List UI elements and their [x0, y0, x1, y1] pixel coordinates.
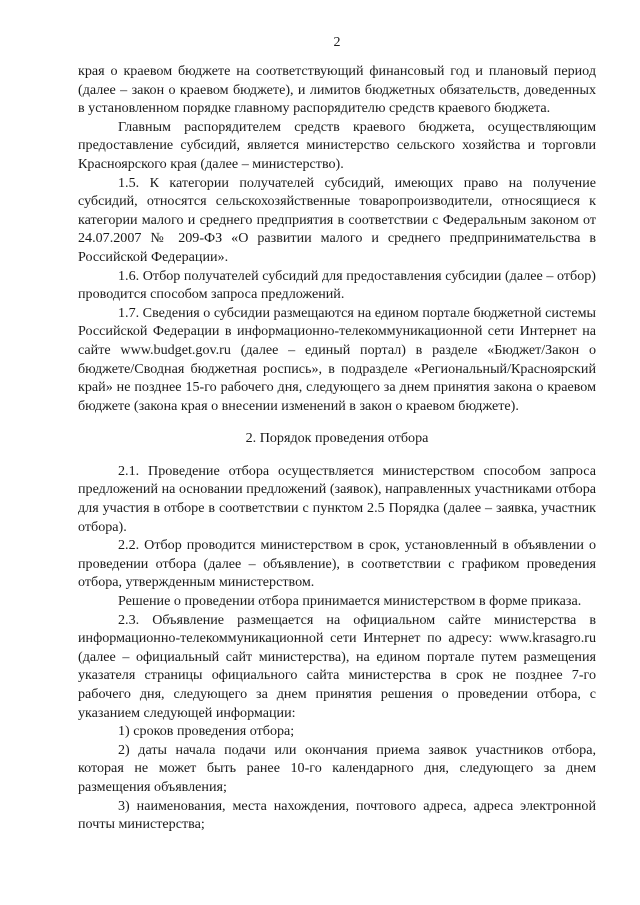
paragraph: 2.3. Объявление размещается на официальном сайте министерства в информационно-телекоммуникационной сети Интернет по адресу: www.krasagro.ru (далее – официальный сайт министерства), на едином портале путем размещения указателя страницы официального сайта министерства в срок не позднее 7-го рабочего дня, следующего за днем принятия решения о проведении отбора, с указанием следующей информации: [78, 611, 596, 721]
page-number: 2 [333, 35, 341, 50]
list-item: 3) наименования, места нахождения, почтового адреса, адреса электронной почты министерства; [78, 797, 596, 833]
paragraph: 2.1. Проведение отбора осуществляется министерством способом запроса предложений на основании предложений (заявок), направленных участниками отбора для участия в отборе в соответствии с пунктом 2.5 Порядка (далее – заявка, участник отбора). [78, 462, 596, 535]
paragraph: 1.7. Сведения о субсидии размещаются на едином портале бюджетной системы Российской Федерации в информационно-телекоммуникационной сети Интернет на сайте www.budget.gov.ru (далее – единый портал) в разделе «Бюджет/Закон о бюджете/Сводная бюджетная роспись», в подразделе «Региональный/Красноярский край» не позднее 15-го рабочего дня, следующего за днем принятия закона о краевом бюджете (закона края о внесении изменений в закон о краевом бюджете). [78, 304, 596, 414]
paragraph: края о краевом бюджете на соответствующий финансовый год и плановый период (далее – закон о краевом бюджете), и лимитов бюджетных обязательств, доведенных в установленном порядке главному распорядителю средств краевого бюджета. [78, 63, 596, 117]
paragraph: 1.5. К категории получателей субсидий, имеющих право на получение субсидий, относятся сельскохозяйственные товаропроизводители, относящиеся к категории малого и среднего предприятия в соответствии с Федеральным законом от 24.07.2007 № 209-ФЗ «О развитии малого и среднего предпринимательства в Российской Федерации». [78, 174, 596, 265]
list-item: 2) даты начала подачи или окончания приема заявок участников отбора, которая не может быть ранее 10-го календарного дня, следующего за днем размещения объявления; [78, 741, 596, 795]
section-heading: 2. Порядок проведения отбора [245, 430, 429, 447]
paragraph: 2.2. Отбор проводится министерством в срок, установленный в объявлении о проведении отбора (далее – объявление), в соответствии с графиком проведения отбора, утвержденным министерством. [78, 537, 596, 591]
paragraph: Решение о проведении отбора принимается министерством в форме приказа. [118, 593, 582, 610]
list-item: 1) сроков проведения отбора; [118, 723, 295, 740]
paragraph: Главным распорядителем средств краевого бюджета, осуществляющим предоставление субсидий, является министерство сельского хозяйства и торговли Красноярского края (далее – министерство). [78, 118, 596, 172]
paragraph: 1.6. Отбор получателей субсидий для предоставления субсидии (далее – отбор) проводится способом запроса предложений. [78, 267, 596, 303]
